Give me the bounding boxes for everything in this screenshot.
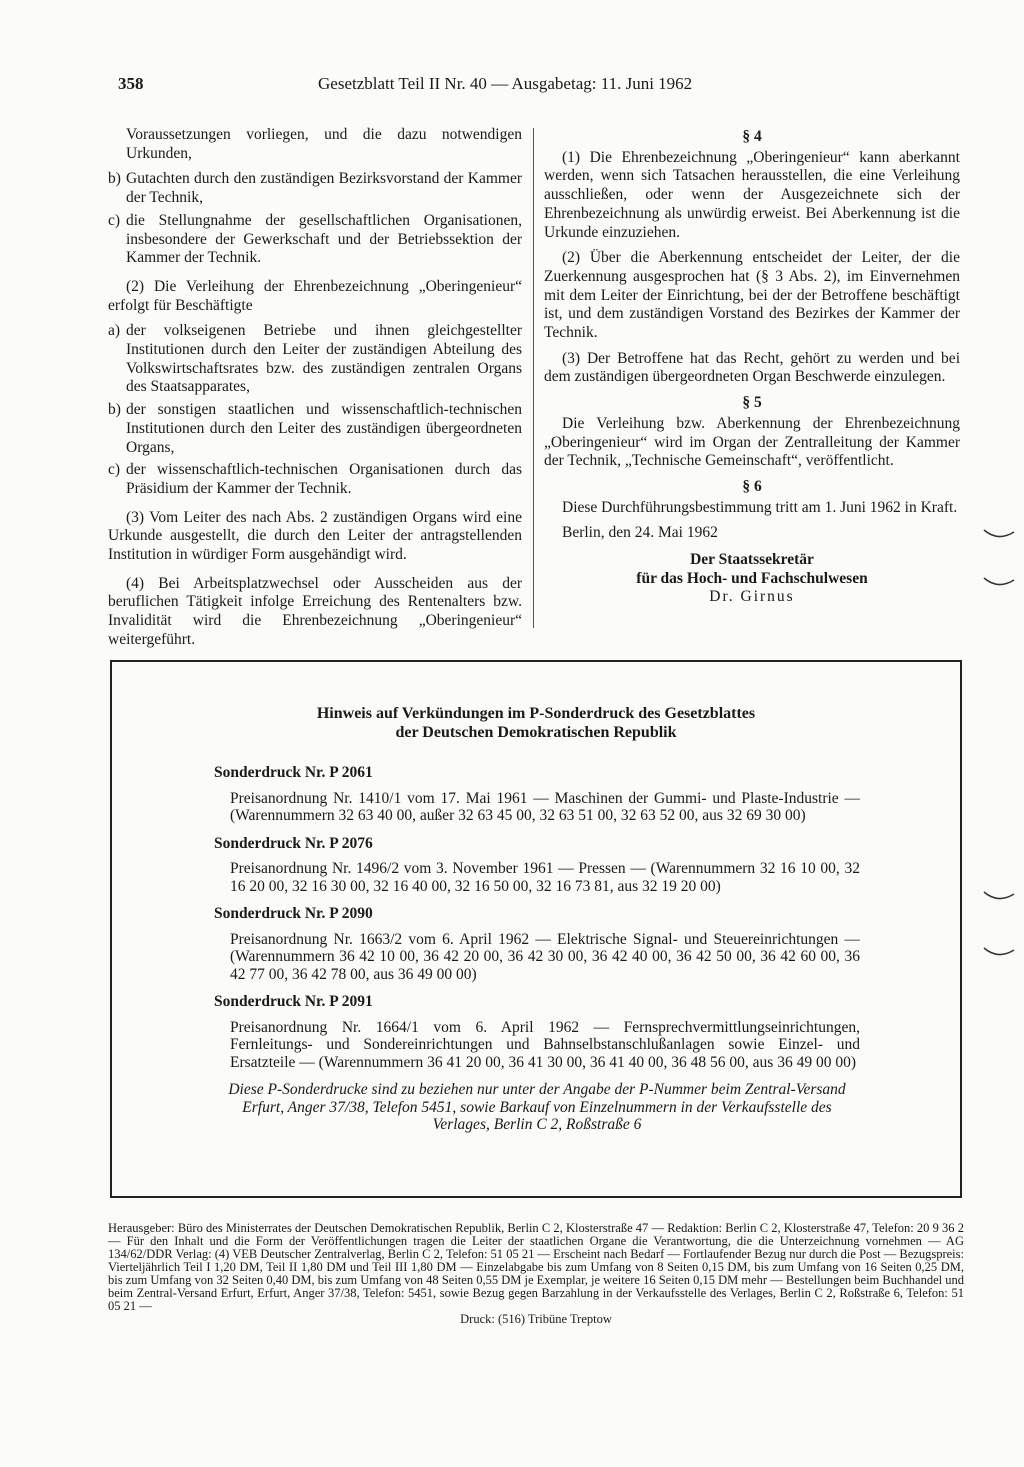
list-text: die Stellungnahme der gesellschaftlichen Organisationen, insbesondere der Gewerkschaft und der Betriebssektion der Kammer der Technik. [126,211,522,267]
list-label: c) [108,461,121,479]
list-item [108,401,522,457]
sonderdruck-text: Preisanordnung Nr. 1410/1 vom 17. Mai 1961 — Maschinen der Gummi- und Plaste-Industrie — (Warennummern 32 63 40 00, außer 32 63 45 00, 32 63 51 00, 32 63 52 00, aus 32 69 30 00) [230,789,860,824]
notice-title [112,704,960,742]
paragraph-2: (2) Die Verleihung der Ehrenbezeichnung „Oberingenieur“ erfolgt für Beschäftigte [108,277,522,314]
intro-paragraph: Voraussetzungen vorliegen, und die dazu notwendigen Urkunden, [126,126,522,162]
header-title: Gesetzblatt Teil II Nr. 40 — Ausgabetag: 11. Juni 1962 [318,74,693,93]
list-text: Gutachten durch den zuständigen Bezirksvorstand der Kammer der Technik, [126,170,522,207]
list-label: c) [108,211,121,229]
sonderdruck-heading: Sonderdruck Nr. P 2076 [214,834,373,852]
margin-mark-icon [982,886,1016,906]
paragraph-4: (4) Bei Arbeitsplatzwechsel oder Ausscheiden aus der beruflichen Tätigkeit infolge Erreichung des Rentenalters bzw. Invalidität wird die Ehrenbezeichnung „Oberingenieur“ weitergeführt. [108,574,522,648]
imprint-footer [108,1222,964,1326]
list-text: der sonstigen staatlichen und wissenschaftlich-technischen Institutionen durch den Leiter des zuständigen übergeordneten Organs, [126,401,522,456]
section-4-para-1: (1) Die Ehrenbezeichnung „Oberingenieur“ kann aberkannt werden, wenn sich Tatsachen herausstellen, die eine Verleihung ausschließen, oder wenn der Ausgezeichnete sich der Ehrenbezeichnung als unwürdig erweist. Bei Aberkennung ist die Urkunde einzuziehen. [544,148,960,241]
paragraph-3: (3) Vom Leiter des nach Abs. 2 zuständigen Organs wird eine Urkunde ausgestellt, die durch den Leiter der antragstellenden Institution in würdiger Form ausgehändigt wird. [108,508,522,564]
list-label: a) [108,322,121,340]
sonderdruck-text: Preisanordnung Nr. 1664/1 vom 6. April 1962 — Fernsprechvermittlungseinrichtungen, Fernleitungs- und Sondereinrichtungen und Bahnselbstanschlußanlagen sowie Einzel- und Ersatzteile — (Warennummern 36 41 20 00, 36 41 30 00, 36 41 40 00, 36 48 56 00, aus 36 49 00 00) [230,1018,860,1071]
sonderdruck-heading: Sonderdruck Nr. P 2090 [214,905,373,922]
column-divider [533,128,534,628]
list-label: b) [108,170,121,188]
notice-title-line-1: Hinweis auf Verkündungen im P-Sonderdruck des Gesetzblattes [316,705,756,722]
notice-title-line-2: der Deutschen Demokratischen Republik [395,724,677,741]
signature-role-2: für das Hoch- und Fachschulwesen [636,569,868,587]
signature-name: Dr. Girnus [709,588,795,606]
signature-role-1: Der Staatssekretär [690,551,814,569]
left-column [108,126,522,657]
list-item [108,322,522,397]
section-4-heading: § 4 [742,128,762,145]
list-item [108,170,522,207]
section-5-heading: § 5 [742,394,762,412]
margin-mark-icon [982,942,1016,962]
section-6-para-1: Diese Durchführungsbestimmung tritt am 1. Juni 1962 in Kraft. [562,498,958,516]
list-label: b) [108,401,121,419]
list-item [108,212,522,268]
list-item [108,461,522,498]
notice-box [110,660,962,1198]
availability-notice: Diese P-Sonderdrucke sind zu beziehen nur unter der Angabe der P-Nummer beim Zentral-Versand Erfurt, Anger 37/38, Telefon 5451, sowie Barkauf von Einzelnummern in der Verkaufsstelle des Verlages, Berlin C 2, Roßstraße 6 [228,1081,846,1133]
section-4-para-3: (3) Der Betroffene hat das Recht, gehört zu werden und bei dem zuständigen übergeordneten Organ Beschwerde einzulegen. [544,349,960,386]
imprint-text: Herausgeber: Büro des Ministerrates der Deutschen Demokratischen Republik, Berlin C 2, Klosterstraße 47 — Redaktion: Berlin C 2, Klosterstraße 47, Telefon: 20 9 36 2 — Für den Inhalt und die Form der Veröffentlichungen tragen die Leiter der staatlichen Organe die Verantwortung, die die Unterzeichnung vornehmen — AG 134/62/DDR Verlag: (4) VEB Deutscher Zentralverlag, Berlin C 2, Telefon: 51 05 21 — Erscheint nach Bedarf — Fortlaufender Bezug nur durch die Post — Bezugspreis: Vierteljährlich Teil I 1,20 DM, Teil II 1,80 DM und Teil III 1,80 DM — Einzelabgabe bis zum Umfang von 8 Seiten 0,15 DM, bis zum Umfang von 16 Seiten 0,25 DM, bis zum Umfang von 32 Seiten 0,40 DM, bis zum Umfang von 48 Seiten 0,55 DM je Exemplar, je weitere 16 Seiten 0,15 DM mehr — Bestellungen beim Buchhandel und beim Zentral-Versand Erfurt, Erfurt, Anger 37/38, Telefon: 5451, sowie Bezug gegen Barzahlung in der Verkaufsstelle des Verlages, Berlin C 2, Roßstraße 6, Telefon: 51 05 21 — [108,1221,964,1313]
signing-date: Berlin, den 24. Mai 1962 [562,524,718,542]
margin-mark-icon [982,572,1016,592]
section-5-para-1: Die Verleihung bzw. Aberkennung der Ehrenbezeichnung „Oberingenieur“ wird im Organ der Zentralleitung der Kammer der Technik, „Technische Gemeinschaft“, veröffentlicht. [544,414,960,470]
list-text: der wissenschaftlich-technischen Organisationen durch das Präsidium der Kammer der Technik. [126,461,522,497]
print-info: Druck: (516) Tribüne Treptow [460,1312,612,1326]
sonderdruck-text: Preisanordnung Nr. 1663/2 vom 6. April 1962 — Elektrische Signal- und Steuereinrichtungen — (Warennummern 36 42 10 00, 36 42 20 00, 36 42 30 00, 36 42 40 00, 36 42 50 00, 36 42 60 00, 36 42 77 00, 36 42 78 00, aus 36 49 00 00) [230,930,860,983]
sonderdruck-heading: Sonderdruck Nr. P 2061 [214,764,373,781]
notice-body [214,764,860,1134]
margin-mark-icon [982,524,1016,544]
page-header [118,74,958,98]
right-column [544,126,960,607]
section-6-heading: § 6 [742,477,762,495]
sonderdruck-text: Preisanordnung Nr. 1496/2 vom 3. November 1961 — Pressen — (Warennummern 32 16 10 00, 32 16 20 00, 32 16 30 00, 32 16 40 00, 32 16 50 00, 32 16 73 81, aus 32 19 20 00) [230,860,860,895]
list-text: der volkseigenen Betriebe und ihnen gleichgestellter Institutionen durch den Leiter der zuständigen Abteilung des Volkswirtschaftsrates bzw. des zuständigen zentralen Organs des Staatsapparates, [126,322,522,396]
section-4-para-2: (2) Über die Aberkennung entscheidet der Leiter, der die Zuerkennung ausgesprochen hat (§ 3 Abs. 2), im Einvernehmen mit dem Leiter der Einrichtung, bei der der Betroffene beschäftigt ist, und dem zuständigen Vorstand des Bezirkes der Kammer der Technik. [544,249,960,342]
page-number: 358 [118,74,144,93]
sonderdruck-heading: Sonderdruck Nr. P 2091 [214,993,373,1010]
